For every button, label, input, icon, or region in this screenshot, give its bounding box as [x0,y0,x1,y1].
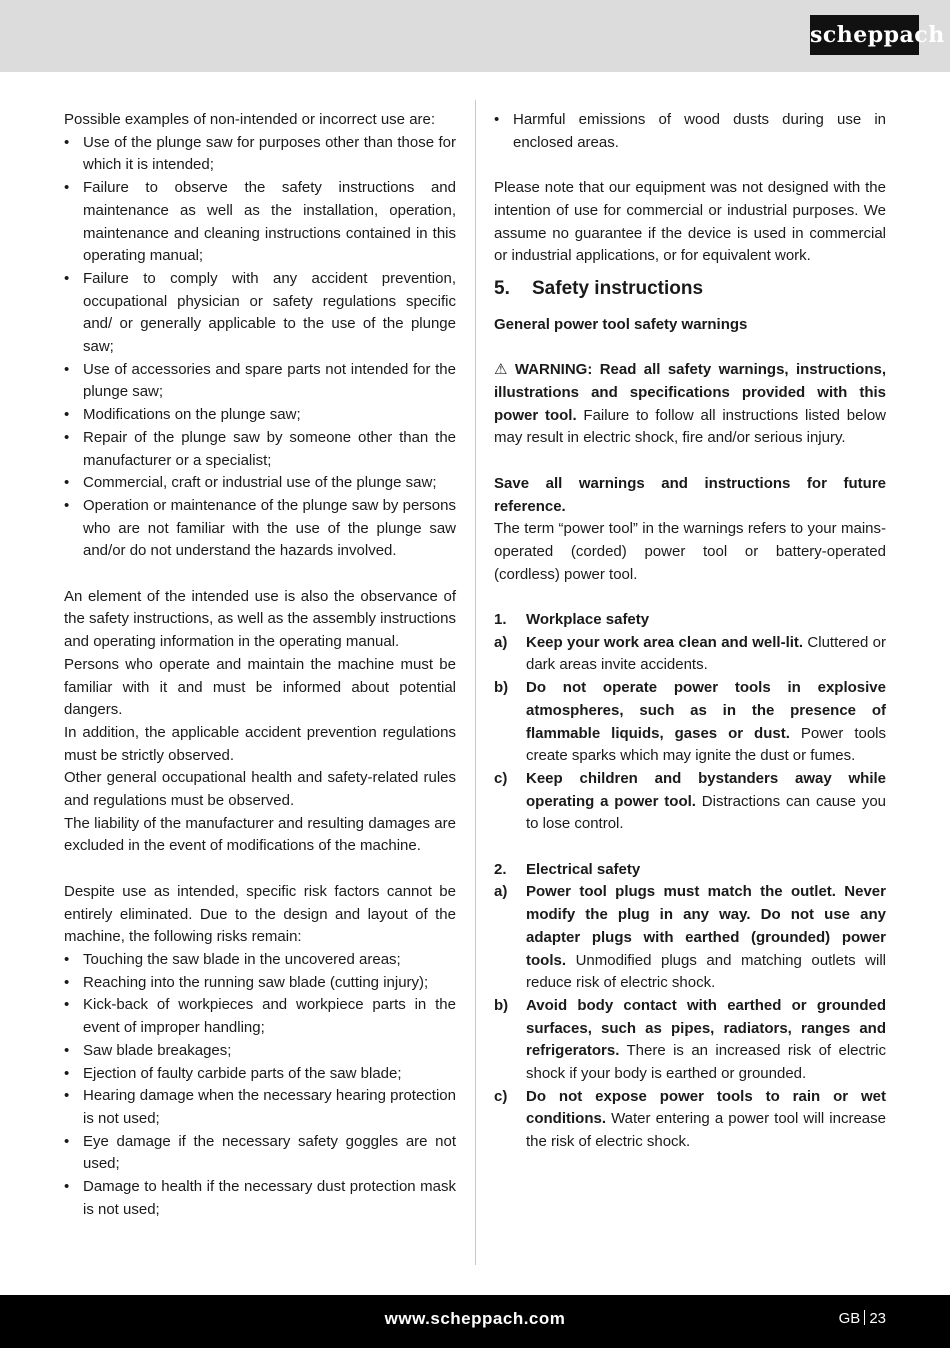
warning-bold: WARNING: Read all safety warnings, instructions, illustrations and specifications provided with this power tool. [494,361,886,424]
list-item: • Damage to health if the necessary dust protection mask is not used; [64,1176,456,1221]
list-item: • Modifications on the plunge saw; [64,404,456,427]
website-link[interactable]: www.scheppach.com [384,1309,566,1328]
list-item: c) Do not expose power tools to rain or wet conditions. Water entering a power tool will increase the risk of electric shock. [494,1087,886,1151]
column-divider [475,100,476,1265]
list-item: • Ejection of faulty carbide parts of the saw blade; [64,1063,456,1086]
risk-list [64,949,456,1221]
accident-prevention-paragraph: In addition, the applicable accident prevention regulations must be strictly observed. [64,723,456,764]
list-item: • Use of accessories and spare parts not intended for the plunge saw; [64,359,456,404]
header-band [0,0,950,72]
list-item: • Use of the plunge saw for purposes other than those for which it is intended; [64,132,456,177]
liability-paragraph: The liability of the manufacturer and resulting damages are excluded in the event of modifications of the machine. [64,814,456,855]
section-heading [494,276,886,302]
list-item: a) Keep your work area clean and well-lit. Cluttered or dark areas invite accidents. [494,633,886,674]
list-item: a) Power tool plugs must match the outlet. Never modify the plug in any way. Do not use any adapter plugs with earthed (grounded) power tools. Unmodified plugs and matching outlets will reduce risk of electric shock. [494,883,886,992]
section-title: Safety instructions [532,277,704,299]
warning-icon: ⚠ [494,361,508,379]
list-item: • Failure to observe the safety instructions and maintenance as well as the installation, operation, maintenance and cleaning instructions contained in this operating manual; [64,177,456,268]
list-heading: 1. Workplace safety [494,611,650,628]
list-item: • Eye damage if the necessary safety goggles are not used; [64,1131,456,1176]
list-item: b) Avoid body contact with earthed or grounded surfaces, such as pipes, radiators, ranges and refrigerators. There is an increased risk of electric shock if your body is earthed or grounded. [494,996,886,1083]
list-item: • Harmful emissions of wood dusts during use in enclosed areas. [494,109,886,154]
risk-intro: Despite use as intended, specific risk factors cannot be entirely eliminated. Due to the design and layout of the machine, the following risks remain: [64,882,456,946]
page-indicator [839,1295,886,1343]
misuse-list [64,132,456,563]
list-item: • Hearing damage when the necessary hearing protection is not used; [64,1085,456,1130]
list-item: • Kick-back of workpieces and workpiece parts in the event of improper handling; [64,994,456,1039]
footer-bar [0,1295,950,1348]
section-number: 5. [494,277,510,299]
list-heading: 2. Electrical safety [494,860,641,878]
list-item: c) Keep children and bystanders away while operating a power tool. Distractions can cause you to lose control. [494,769,886,833]
intended-use-paragraph: An element of the intended use is also the observance of the safety instructions, as well as the assembly instructions and operating information in the operating manual. [64,587,456,651]
list-item: • Touching the saw blade in the uncovered areas; [64,949,456,972]
list-item: • Operation or maintenance of the plunge saw by persons who are not familiar with the use of the plunge saw and/or do not understand the hazards involved. [64,495,456,563]
language-code: GB [838,1310,861,1327]
right-column [494,109,886,1154]
list-item: • Reaching into the running saw blade (cutting injury); [64,972,456,995]
scheppach-logo: scheppach [810,15,919,55]
health-safety-paragraph: Other general occupational health and safety-related rules and regulations must be observed. [64,769,456,810]
left-column [64,109,456,1221]
save-instructions: Save all warnings and instructions for future reference. [494,474,886,515]
electrical-safety-list [494,859,886,1154]
list-item: • Failure to comply with any accident prevention, occupational physician or safety regulations specific and/ or generally applicable to the use of the plunge saw; [64,268,456,359]
commercial-use-note: Please note that our equipment was not designed with the intention of use for commercial or industrial purposes. We assume no guarantee if the device is used in commercial or industrial applications, or for equivalent work. [494,179,886,265]
misuse-intro: Possible examples of non-intended or incorrect use are: [64,111,436,128]
list-item: • Commercial, craft or industrial use of the plunge saw; [64,472,456,495]
workplace-safety-list [494,609,886,836]
risk-list-continued [494,109,886,154]
warning-paragraph [494,359,886,450]
power-tool-term: The term “power tool” in the warnings refers to your mains-operated (corded) power tool or battery-operated (cordless) power tool. [494,520,886,583]
list-item: b) Do not operate power tools in explosive atmospheres, such as in the presence of flammable liquids, gases or dust. Power tools create sparks which may ignite the dust or fumes. [494,679,886,765]
operator-paragraph: Persons who operate and maintain the machine must be familiar with it and must be informed about potential dangers. [64,655,456,719]
warning-text: Failure to follow all instructions listed below may result in electric shock, fire and/or serious injury. [494,406,886,447]
list-item: • Saw blade breakages; [64,1040,456,1063]
page-number: 23 [869,1310,886,1327]
list-item: • Repair of the plunge saw by someone other than the manufacturer or a specialist; [64,427,456,472]
subheading: General power tool safety warnings [494,315,748,333]
